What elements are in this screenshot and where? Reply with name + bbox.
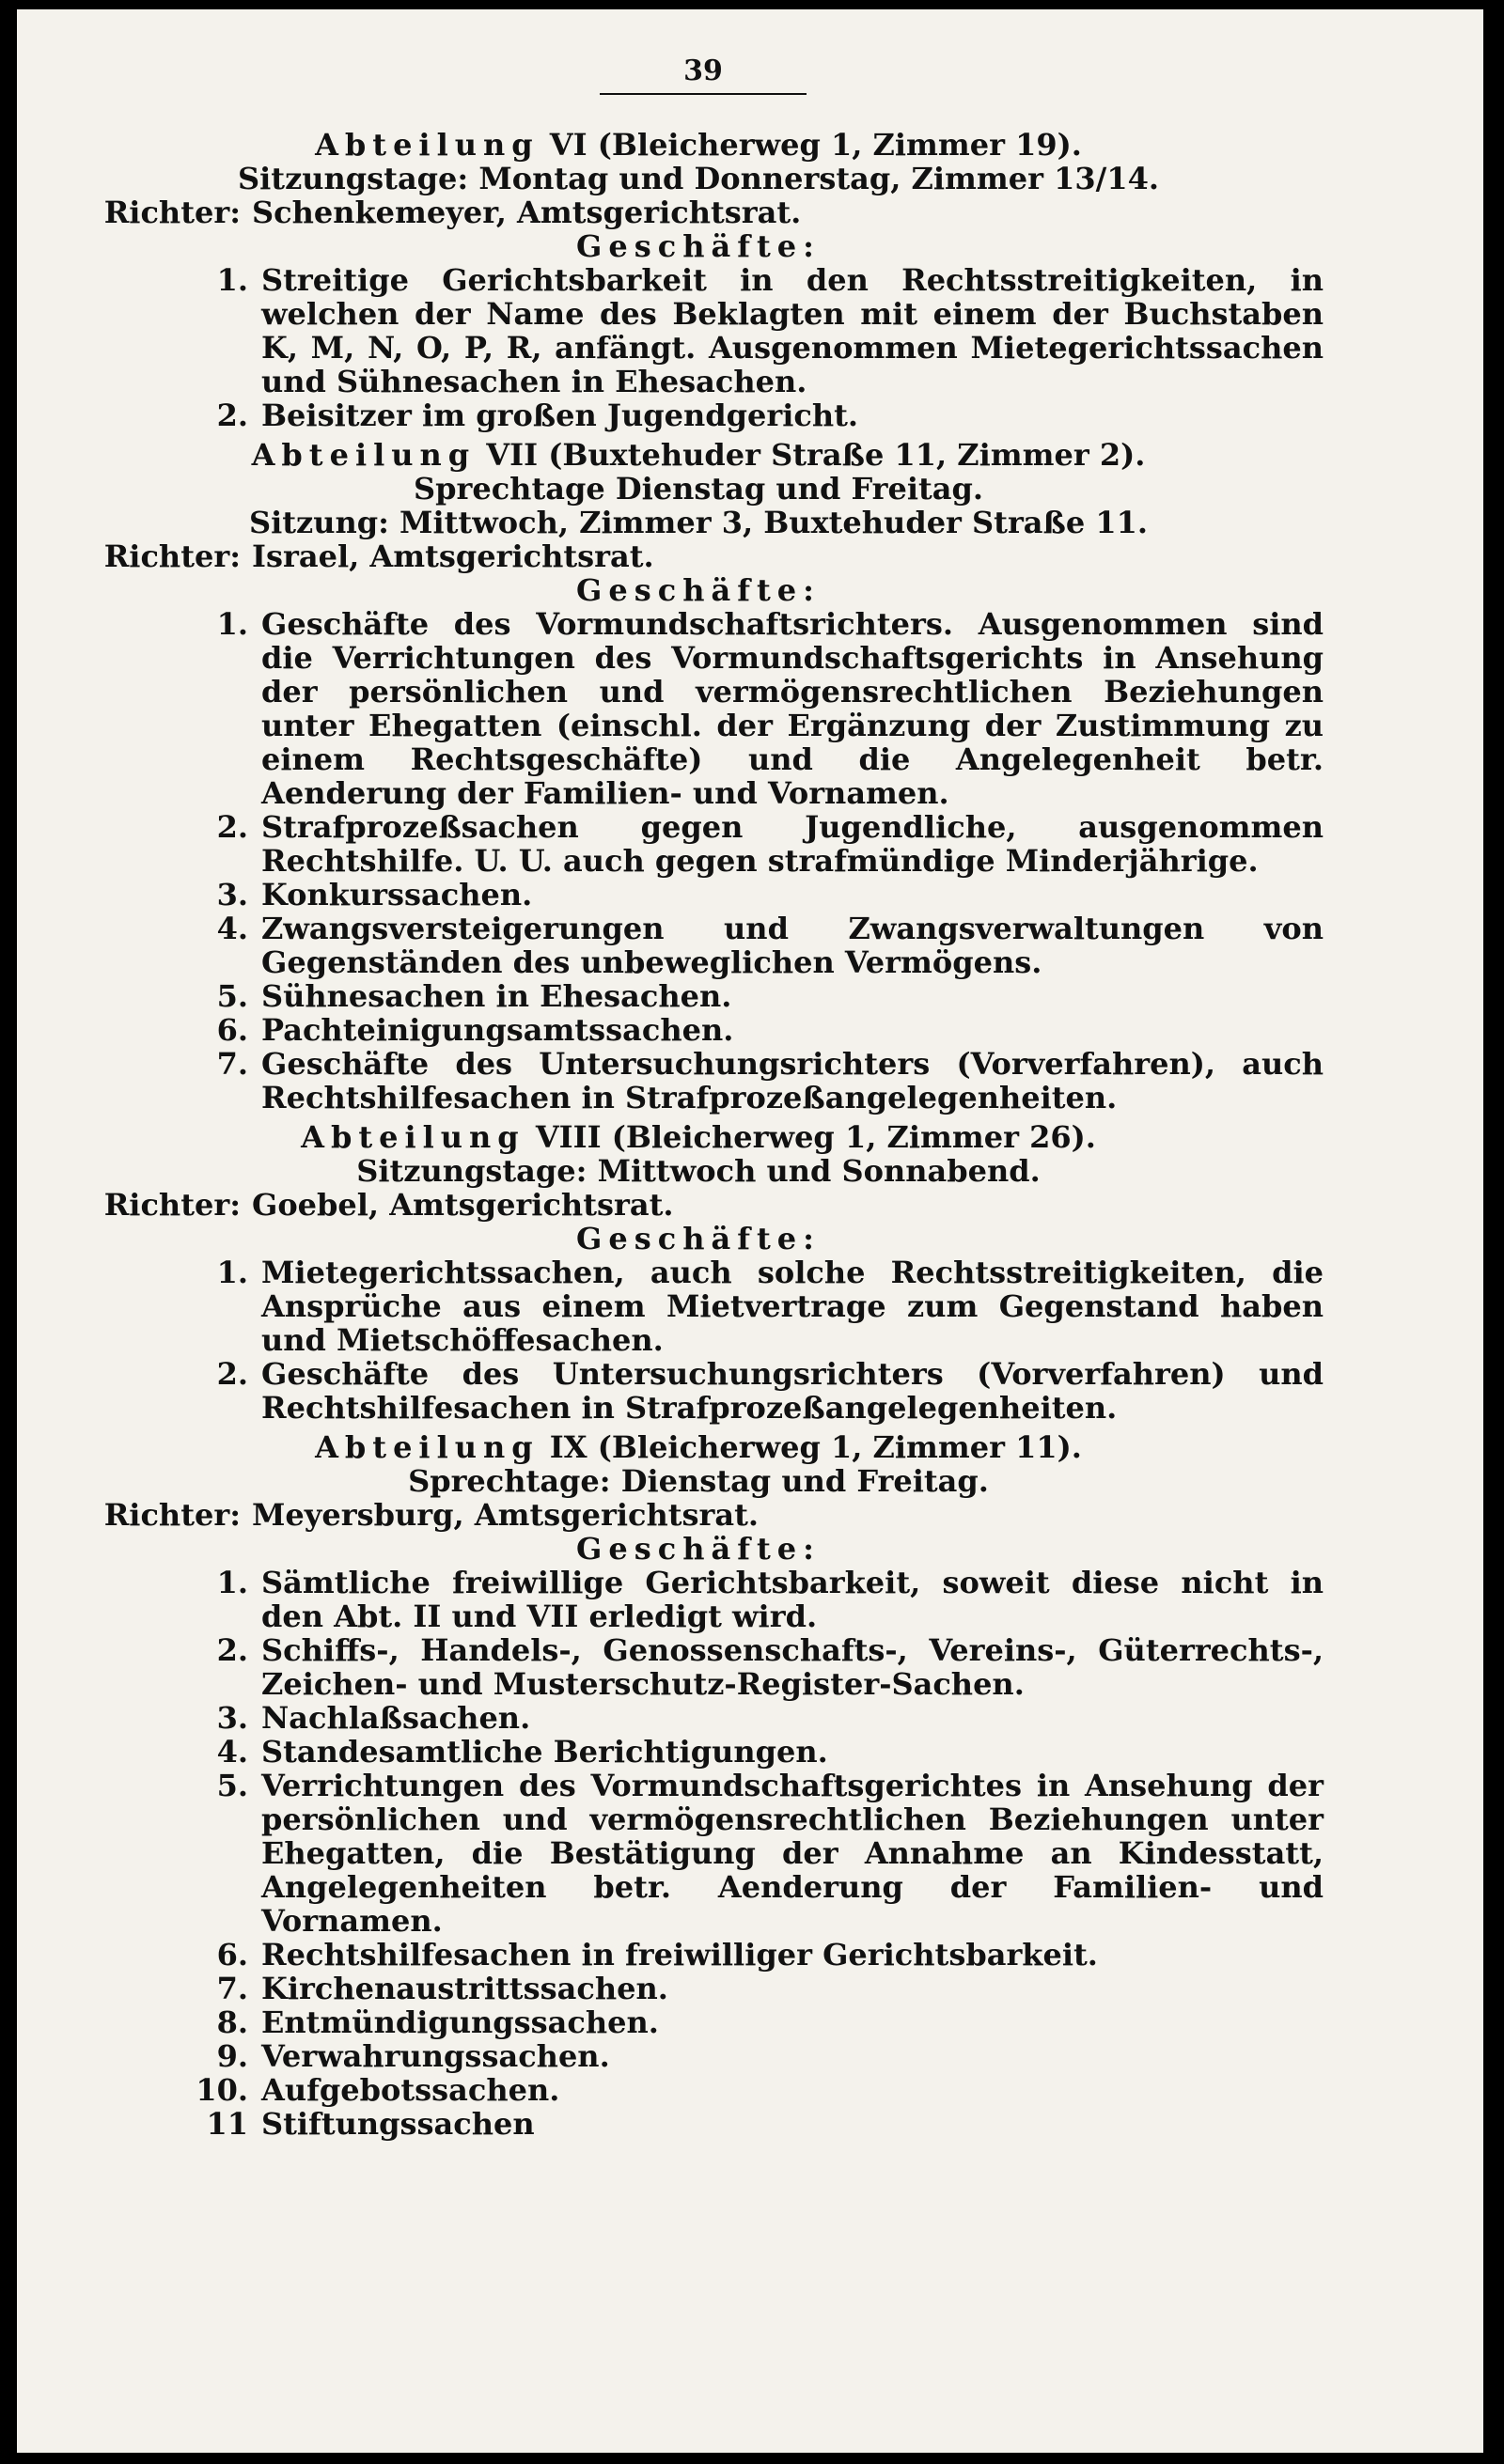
session-info: Sitzungstage: Montag und Donnerstag, Zimmer 13/14. — [238, 161, 1159, 196]
division-section — [73, 128, 1324, 432]
task-text: Verrichtungen des Vormundschaftsgerichtes in Ansehung der persönlichen und vermögensrechtlichen Beziehungen unter Ehegatten, die Bestätigung der Annahme an Kindesstatt, Angelegenheiten betr. Aenderung der Familien- und Vornamen. — [261, 1768, 1324, 1939]
task-text: Pachteinigungsamtssachen. — [261, 1012, 734, 1048]
division-heading — [73, 128, 1324, 162]
task-item — [73, 1735, 1324, 1769]
task-number: 6. — [216, 1012, 248, 1048]
judge-name: Israel, Amtsgerichtsrat. — [252, 538, 654, 574]
task-text: Geschäfte des Untersuchungsrichters (Vorverfahren) und Rechtshilfesachen in Strafprozeßangelegenheiten. — [261, 1356, 1324, 1426]
task-text: Sämtliche freiwillige Gerichtsbarkeit, soweit diese nicht in den Abt. II und VII erledigt wird. — [261, 1565, 1324, 1634]
session-info: Sprechtage Dienstag und Freitag. — [413, 471, 984, 507]
task-item — [73, 979, 1324, 1013]
division-heading-details: VIII (Bleicherweg 1, Zimmer 26). — [535, 1119, 1096, 1155]
task-number: 3. — [216, 1700, 248, 1736]
judge-line — [73, 1498, 1324, 1532]
division-heading — [73, 1120, 1324, 1154]
session-info: Sitzung: Mittwoch, Zimmer 3, Buxtehuder Straße 11. — [248, 505, 1149, 540]
task-list — [73, 1566, 1324, 2141]
task-number: 5. — [216, 978, 248, 1014]
task-number: 6. — [216, 1937, 248, 1973]
page-content — [73, 128, 1324, 2141]
task-text: Nachlaßsachen. — [261, 1700, 531, 1736]
page-number: 39 — [600, 55, 807, 95]
task-number: 2. — [216, 1356, 248, 1392]
judge-label: Richter: — [103, 1497, 241, 1533]
session-info: Sprechtage: Dienstag und Freitag. — [408, 1463, 989, 1499]
judge-line — [73, 539, 1324, 573]
task-item — [73, 810, 1324, 878]
task-item — [73, 1633, 1324, 1701]
task-item — [73, 607, 1324, 810]
task-number: 2. — [216, 398, 248, 433]
task-item — [73, 1566, 1324, 1633]
task-item — [73, 1701, 1324, 1735]
task-item — [73, 2107, 1324, 2141]
task-text: Stiftungssachen — [261, 2106, 535, 2142]
judge-label: Richter: — [103, 1187, 241, 1223]
task-text: Beisitzer im großen Jugendgericht. — [261, 398, 859, 433]
task-text: Mietegerichtssachen, auch solche Rechtsstreitigkeiten, die Ansprüche aus einem Mietvertrage zum Gegenstand haben und Mietschöffesachen. — [261, 1255, 1324, 1358]
task-number: 1. — [216, 606, 248, 642]
division-heading-word: Abteilung — [315, 1429, 540, 1465]
document-page — [17, 9, 1483, 2453]
task-item — [73, 912, 1324, 979]
judge-line — [73, 1188, 1324, 1222]
judge-name: Schenkemeyer, Amtsgerichtsrat. — [252, 195, 802, 230]
task-number: 9. — [216, 2038, 248, 2074]
task-text: Sühnesachen in Ehesachen. — [261, 978, 732, 1014]
task-item — [73, 2073, 1324, 2107]
task-text: Zwangsversteigerungen und Zwangsverwaltungen von Gegenständen des unbeweglichen Vermögens. — [261, 911, 1324, 980]
judge-line — [73, 195, 1324, 229]
task-number: 7. — [216, 1046, 248, 1082]
division-section — [73, 1430, 1324, 2141]
task-item — [73, 1972, 1324, 2005]
task-number: 4. — [216, 911, 248, 946]
division-section — [73, 438, 1324, 1115]
division-heading-details: IX (Bleicherweg 1, Zimmer 11). — [549, 1429, 1082, 1465]
task-text: Kirchenaustrittssachen. — [261, 1971, 668, 2006]
tasks-heading: Geschäfte: — [576, 572, 821, 608]
division-heading-word: Abteilung — [315, 127, 540, 163]
task-text: Konkurssachen. — [261, 877, 533, 912]
division-heading-word: Abteilung — [301, 1119, 525, 1155]
task-number: 7. — [216, 1971, 248, 2006]
task-item — [73, 1769, 1324, 1938]
task-item — [73, 398, 1324, 432]
judge-label: Richter: — [103, 538, 241, 574]
task-list — [73, 1255, 1324, 1425]
task-text: Verwahrungssachen. — [261, 2038, 610, 2074]
task-number: 4. — [216, 1734, 248, 1770]
task-item — [73, 878, 1324, 912]
task-text: Standesamtliche Berichtigungen. — [261, 1734, 828, 1770]
task-list — [73, 263, 1324, 432]
task-item — [73, 2039, 1324, 2073]
task-item — [73, 1047, 1324, 1115]
task-text: Rechtshilfesachen in freiwilliger Gerichtsbarkeit. — [261, 1937, 1098, 1973]
task-number: 11 — [206, 2106, 248, 2142]
task-number: 10. — [196, 2072, 248, 2108]
task-number: 3. — [216, 877, 248, 912]
tasks-heading: Geschäfte: — [576, 1221, 821, 1256]
division-heading — [73, 1430, 1324, 1464]
task-item — [73, 1357, 1324, 1425]
task-number: 2. — [216, 809, 248, 845]
division-heading-word: Abteilung — [251, 437, 477, 473]
task-number: 2. — [216, 1632, 248, 1668]
task-item — [73, 1255, 1324, 1357]
judge-label: Richter: — [103, 195, 241, 230]
task-item — [73, 2005, 1324, 2039]
task-text: Aufgebotssachen. — [261, 2072, 560, 2108]
task-number: 8. — [216, 2004, 248, 2040]
task-number: 5. — [216, 1768, 248, 1803]
division-heading-details: VI (Bleicherweg 1, Zimmer 19). — [549, 127, 1082, 163]
task-text: Schiffs-, Handels-, Genossenschafts-, Vereins-, Güterrechts-, Zeichen- und Musterschutz-Register-Sachen. — [261, 1632, 1324, 1702]
tasks-heading: Geschäfte: — [576, 1531, 821, 1567]
division-heading-details: VII (Buxtehuder Straße 11, Zimmer 2). — [486, 437, 1146, 473]
task-text: Geschäfte des Untersuchungsrichters (Vorverfahren), auch Rechtshilfesachen in Strafprozeßangelegenheiten. — [261, 1046, 1324, 1115]
task-text: Entmündigungssachen. — [261, 2004, 659, 2040]
task-text: Strafprozeßsachen gegen Jugendliche, ausgenommen Rechtshilfe. U. U. auch gegen strafmündige Minderjährige. — [261, 809, 1324, 879]
session-info: Sitzungstage: Mittwoch und Sonnabend. — [356, 1153, 1041, 1189]
judge-name: Goebel, Amtsgerichtsrat. — [252, 1187, 674, 1223]
division-heading — [73, 438, 1324, 472]
judge-name: Meyersburg, Amtsgerichtsrat. — [252, 1497, 760, 1533]
division-section — [73, 1120, 1324, 1425]
task-list — [73, 607, 1324, 1115]
task-number: 1. — [216, 1255, 248, 1290]
task-item — [73, 1938, 1324, 1972]
task-number: 1. — [216, 1565, 248, 1600]
task-item — [73, 263, 1324, 398]
task-text: Geschäfte des Vormundschaftsrichters. Ausgenommen sind die Verrichtungen des Vormundschaftsgerichts in Ansehung der persönlichen und vermögensrechtlichen Beziehungen unter Ehegatten (einschl. der Ergänzung der Zustimmung zu einem Rechtsgeschäfte) und die Angelegenheit betr. Aenderung der Familien- und Vornamen. — [261, 606, 1324, 811]
tasks-heading: Geschäfte: — [576, 228, 821, 264]
task-item — [73, 1013, 1324, 1047]
task-text: Streitige Gerichtsbarkeit in den Rechtsstreitigkeiten, in welchen der Name des Beklagten mit einem der Buchstaben K, M, N, O, P, R, anfängt. Ausgenommen Mietegerichtssachen und Sühnesachen in Ehesachen. — [261, 262, 1324, 399]
task-number: 1. — [216, 262, 248, 298]
